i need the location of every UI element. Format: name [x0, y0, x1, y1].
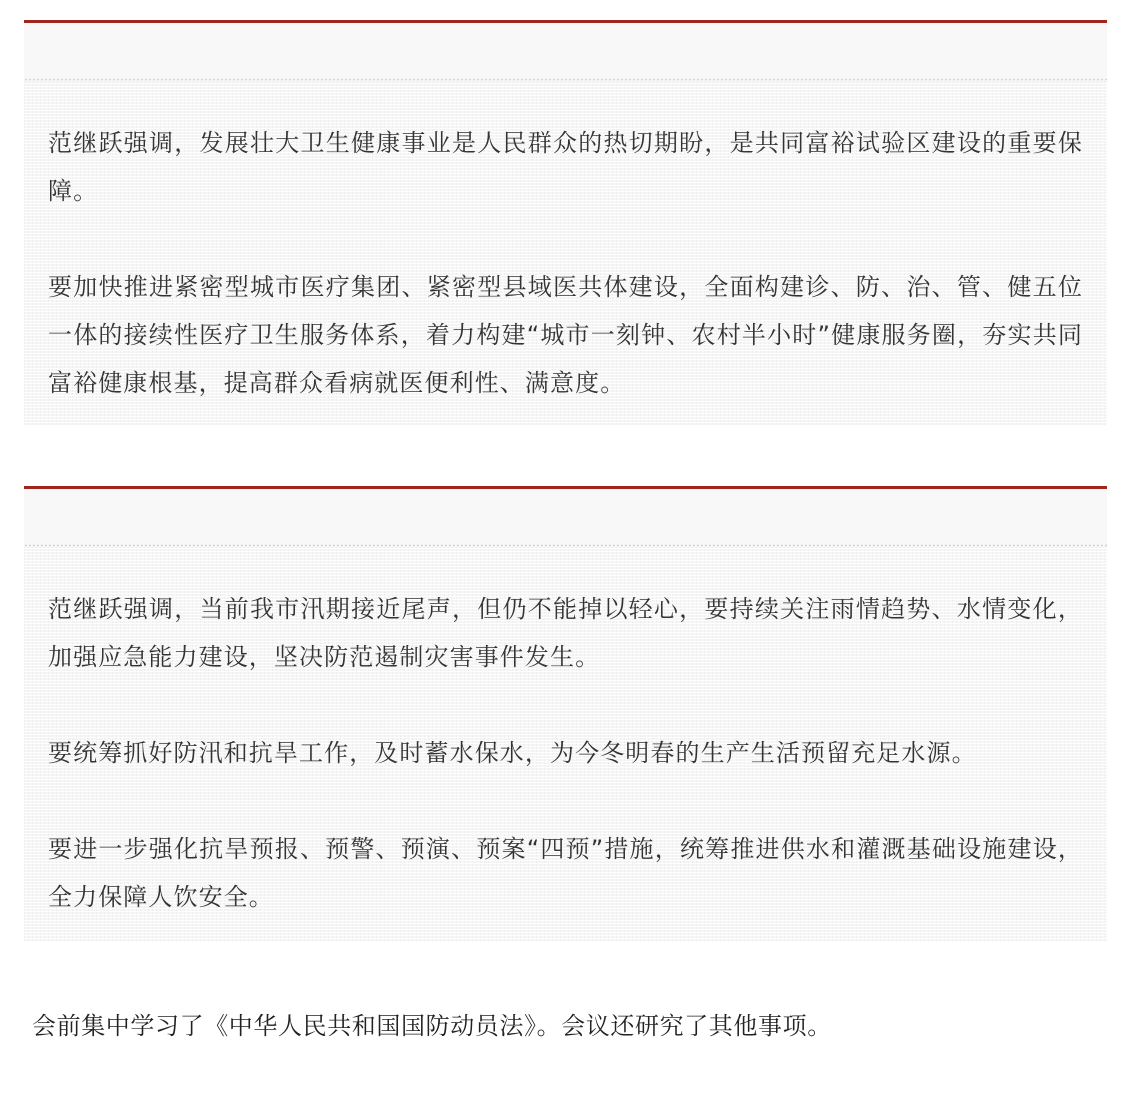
section-card-header — [24, 23, 1107, 81]
paragraph: 范继跃强调，当前我市汛期接近尾声，但仍不能掉以轻心，要持续关注雨情趋势、水情变化，加强应急能力建设，坚决防范遏制灾害事件发生。 — [48, 595, 1083, 671]
section-card-health — [24, 20, 1107, 426]
paragraph: 要加快推进紧密型城市医疗集团、紧密型县域医共体建设，全面构建诊、防、治、管、健五位一体的接续性医疗卫生服务体系，着力构建“城市一刻钟、农村半小时”健康服务圈，夯实共同富裕健康根基，提高群众看病就医便利性、满意度。 — [48, 273, 1083, 397]
section-card-header — [24, 489, 1107, 547]
section-card-body — [24, 81, 1107, 465]
paragraph: 要进一步强化抗旱预报、预警、预演、预案“四预”措施，统筹推进供水和灌溉基础设施建设，全力保障人饮安全。 — [48, 835, 1083, 911]
paragraph: 要统筹抓好防汛和抗旱工作，及时蓄水保水，为今冬明春的生产生活预留充足水源。 — [48, 739, 977, 767]
closing-paragraph: 会前集中学习了《中华人民共和国国防动员法》。会议还研究了其他事项。 — [32, 1012, 832, 1040]
section-card-body — [24, 547, 1107, 979]
section-card-flood-control — [24, 486, 1107, 942]
paragraph: 范继跃强调，发展壮大卫生健康事业是人民群众的热切期盼，是共同富裕试验区建设的重要保障。 — [48, 129, 1083, 205]
